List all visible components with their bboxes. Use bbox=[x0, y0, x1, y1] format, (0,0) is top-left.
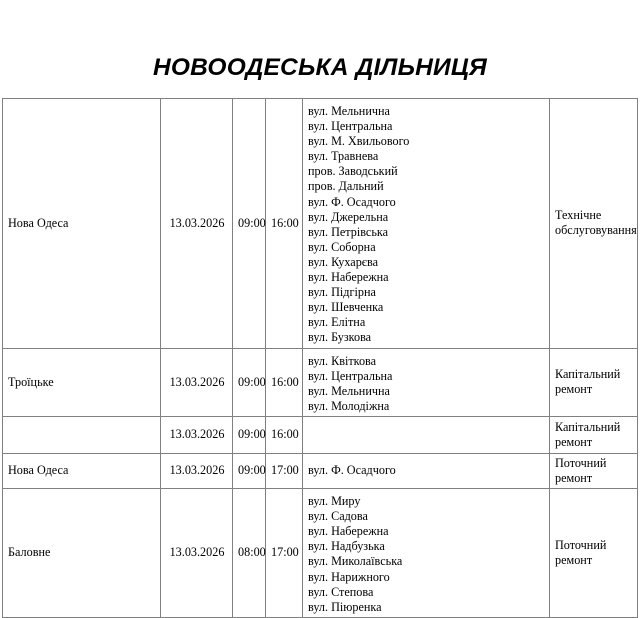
cell-locality: Троїцьке bbox=[3, 348, 161, 416]
street-item: вул. Миру bbox=[308, 494, 361, 509]
cell-locality: Баловне bbox=[3, 489, 161, 618]
schedule-table-body bbox=[3, 99, 638, 618]
street-item: вул. Набережна bbox=[308, 270, 389, 285]
cell-time-from: 09:00 bbox=[233, 453, 266, 488]
street-item: вул. Квіткова bbox=[308, 353, 377, 368]
cell-time-from: 09:00 bbox=[233, 348, 266, 416]
street-item: вул. Молодіжна bbox=[308, 398, 390, 413]
reason-line: ремонт bbox=[555, 470, 593, 485]
street-item: вул. Набережна bbox=[308, 524, 389, 539]
street-item: вул. Центральна bbox=[308, 368, 393, 383]
cell-date: 13.03.2026 bbox=[161, 416, 233, 453]
street-item: вул. М. Хвильового bbox=[308, 134, 410, 149]
page-title: НОВООДЕСЬКА ДІЛЬНИЦЯ bbox=[153, 54, 487, 81]
reason-line: ремонт bbox=[555, 552, 593, 567]
cell-time-to: 17:00 bbox=[266, 453, 303, 488]
reason-line: Технічне bbox=[555, 208, 602, 223]
reason-line: ремонт bbox=[555, 434, 593, 449]
cell-reason bbox=[550, 453, 638, 488]
cell-reason bbox=[550, 99, 638, 349]
cell-time-to: 16:00 bbox=[266, 416, 303, 453]
street-item: вул. Мельнична bbox=[308, 383, 390, 398]
street-item: вул. Садова bbox=[308, 509, 368, 524]
cell-streets bbox=[303, 453, 550, 488]
street-item: вул. Елітна bbox=[308, 315, 366, 330]
schedule-table-container bbox=[2, 98, 638, 618]
street-item: вул. Ф. Осадчого bbox=[308, 463, 396, 478]
reason-line: Поточний bbox=[555, 455, 607, 470]
street-item: вул. Підгірна bbox=[308, 285, 376, 300]
cell-time-to: 17:00 bbox=[266, 489, 303, 618]
outage-schedule-table bbox=[2, 98, 638, 618]
cell-locality: Нова Одеса bbox=[3, 453, 161, 488]
street-item: вул. Миколаївська bbox=[308, 554, 403, 569]
cell-locality: Нова Одеса bbox=[3, 99, 161, 349]
table-row bbox=[3, 489, 638, 618]
cell-time-to: 16:00 bbox=[266, 99, 303, 349]
cell-time-to: 16:00 bbox=[266, 348, 303, 416]
street-item: вул. Шевченка bbox=[308, 300, 384, 315]
table-row bbox=[3, 99, 638, 349]
cell-streets bbox=[303, 99, 550, 349]
street-item: вул. Джерельна bbox=[308, 209, 389, 224]
table-row bbox=[3, 416, 638, 453]
street-item: вул. Піюренка bbox=[308, 599, 382, 614]
reason-line: ремонт bbox=[555, 382, 593, 397]
street-item: вул. Надбузька bbox=[308, 539, 385, 554]
table-row bbox=[3, 348, 638, 416]
reason-line: Поточний bbox=[555, 537, 607, 552]
reason-line: Капітальний bbox=[555, 367, 621, 382]
street-item: вул. Кухарєва bbox=[308, 254, 379, 269]
street-item: вул. Травнева bbox=[308, 149, 379, 164]
cell-date: 13.03.2026 bbox=[161, 453, 233, 488]
street-item: вул. Степова bbox=[308, 584, 374, 599]
cell-reason bbox=[550, 348, 638, 416]
reason-line: обслуговування bbox=[555, 223, 637, 238]
cell-reason bbox=[550, 489, 638, 618]
street-item: вул. Ф. Осадчого bbox=[308, 194, 396, 209]
cell-locality bbox=[3, 416, 161, 453]
street-item: вул. Мельнична bbox=[308, 104, 390, 118]
cell-date: 13.03.2026 bbox=[161, 348, 233, 416]
cell-time-from: 08:00 bbox=[233, 489, 266, 618]
reason-line: Капітальний bbox=[555, 419, 621, 434]
cell-streets bbox=[303, 416, 550, 453]
cell-streets bbox=[303, 348, 550, 416]
street-item: вул. Нарижного bbox=[308, 569, 390, 584]
cell-streets bbox=[303, 489, 550, 618]
cell-date: 13.03.2026 bbox=[161, 489, 233, 618]
cell-time-from: 09:00 bbox=[233, 99, 266, 349]
cell-reason bbox=[550, 416, 638, 453]
cell-time-from: 09:00 bbox=[233, 416, 266, 453]
street-item: пров. Дальний bbox=[308, 179, 384, 194]
street-item: вул. Петрівська bbox=[308, 224, 389, 239]
table-row bbox=[3, 453, 638, 488]
street-item: вул. Бузкова bbox=[308, 330, 372, 345]
street-item: вул. Соборна bbox=[308, 239, 376, 254]
cell-date: 13.03.2026 bbox=[161, 99, 233, 349]
street-item: пров. Заводський bbox=[308, 164, 398, 179]
street-item: вул. Центральна bbox=[308, 119, 393, 134]
